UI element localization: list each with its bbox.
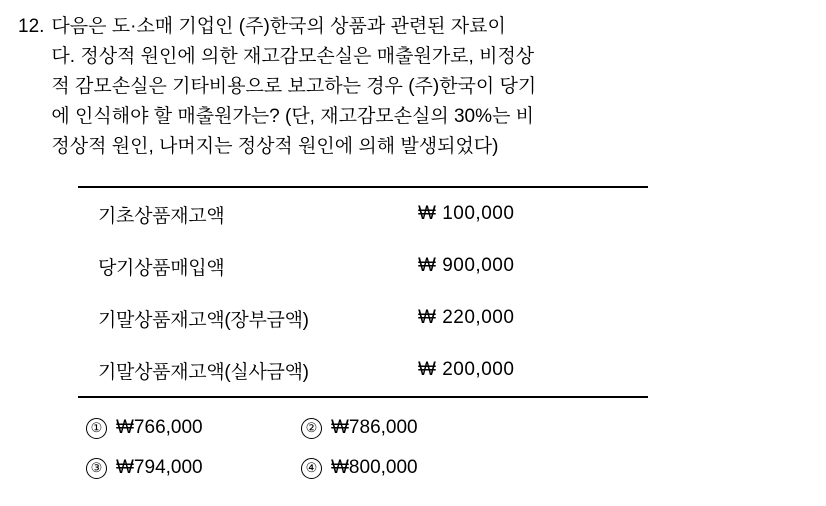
choice-label: ₩794,000 [116,457,203,478]
choice-marker-icon: ② [301,418,322,439]
table-row [78,292,648,344]
choice-marker-icon: ③ [86,458,107,479]
choice-option-1[interactable] [86,417,301,439]
choice-option-3[interactable] [86,457,301,479]
choice-label: ₩786,000 [331,417,418,438]
table-cell-label: 기말상품재고액(실사금액) [98,361,309,383]
question-line: 에 인식해야 할 매출원가는? (단, 재고감모손실의 30%는 비 [51,106,535,127]
question-block [18,12,808,162]
table-cell-label: 기초상품재고액 [98,205,225,227]
choice-row-1 [86,408,706,448]
table-cell-amount: ₩ 100,000 [418,203,515,224]
question-line: 다. 정상적 원인에 의한 재고감모손실은 매출원가로, 비정상 [51,46,535,67]
choice-option-2[interactable] [301,417,516,439]
table-row [78,188,648,240]
question-line: 정상적 원인, 나머지는 정상적 원인에 의해 발생되었다) [51,136,499,157]
table-bottom-rule [78,396,648,398]
table-cell-amount: ₩ 900,000 [418,255,515,276]
question-text [51,12,808,162]
question-line: 적 감모손실은 기타비용으로 보고하는 경우 (주)한국이 당기 [51,76,537,97]
choice-label: ₩800,000 [331,457,418,478]
choice-row-2 [86,448,706,488]
table-row [78,344,648,396]
choice-option-4[interactable] [301,457,516,479]
choice-marker-icon: ④ [301,458,322,479]
choice-label: ₩766,000 [116,417,203,438]
table-row [78,240,648,292]
table-cell-label: 기말상품재고액(장부금액) [98,309,309,331]
table-cell-amount: ₩ 200,000 [418,359,515,380]
inventory-data-table [78,186,648,398]
table-cell-amount: ₩ 220,000 [418,307,515,328]
answer-choices [86,408,706,488]
question-number: 12. [18,16,45,37]
choice-marker-icon: ① [86,418,107,439]
question-line: 다음은 도·소매 기업인 (주)한국의 상품과 관련된 자료이 [51,16,506,37]
table-cell-label: 당기상품매입액 [98,257,225,279]
table-body [78,188,648,396]
